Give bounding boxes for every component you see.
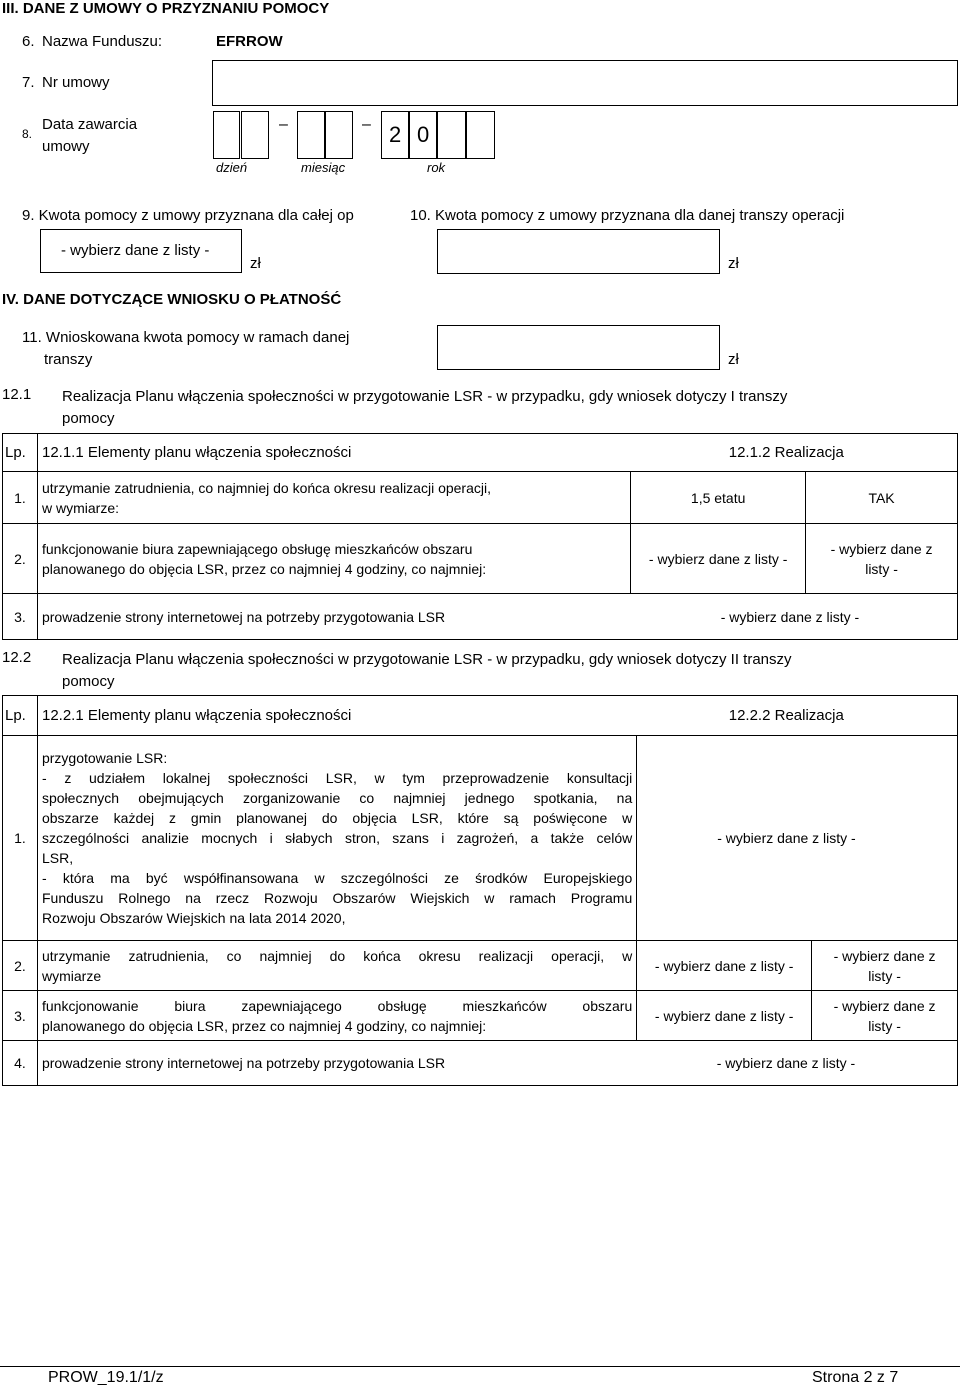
- section-12-2-title: [62, 649, 792, 693]
- section-3-heading: III. DANE Z UMOWY O PRZYZNANIU POMOCY: [2, 0, 330, 17]
- date-separator-1: –: [279, 116, 288, 133]
- table-12-1: [2, 433, 958, 640]
- office-frequency-line-1: - wybierz dane z: [833, 997, 936, 1014]
- row-text-line: Rozwoju Obszarów Wiejskich na lata 2014 2020,: [41, 910, 346, 926]
- field-7-number: 7.: [22, 74, 35, 91]
- section-12-2-title-line-2: pomocy: [62, 673, 115, 690]
- section-12-1-title-line-1: Realizacja Planu włączenia społeczności w przygotowanie LSR - w przypadku, gdy wniosek dotyczy I transzy: [62, 388, 788, 405]
- row-text-line: - która ma być współfinansowana w szczególności ze środków Europejskiego: [41, 870, 633, 886]
- row-text-line: społecznych obejmujących zorganizowanie co najmniej jednego spotkania, na: [41, 790, 633, 806]
- office-hours-select[interactable]: - wybierz dane z listy -: [631, 524, 806, 594]
- currency-label-10: zł: [728, 255, 739, 272]
- row-text-line: Funduszu Rolnego na rzecz Rozwoju Obszarów Wiejskich w ramach Programu: [41, 890, 633, 906]
- website-select[interactable]: - wybierz dane z listy -: [637, 1041, 958, 1086]
- section-12-1-title-line-2: pomocy: [62, 410, 115, 427]
- table-row: [3, 991, 958, 1041]
- row-text-line-1: funkcjonowanie biura zapewniającego obsługę mieszkańców obszaru: [41, 540, 473, 557]
- row-text-line: szczególności analizie mocnych i słabych stron, szans i zagrożeń, a także celów: [41, 830, 633, 846]
- office-frequency-select[interactable]: [806, 524, 958, 594]
- field-10-label: 10. Kwota pomocy z umowy przyznana dla danej transzy operacji: [410, 207, 845, 224]
- row-text-line: - z udziałem lokalnej społeczności LSR, w tym przeprowadzenie konsultacji: [41, 770, 633, 786]
- col-realization: 12.2.2 Realizacja: [637, 696, 958, 736]
- row-lp: 3.: [3, 991, 38, 1041]
- year-digit-1-value: 2: [389, 122, 402, 147]
- row-lp: 4.: [3, 1041, 38, 1086]
- year-digit-4[interactable]: [466, 111, 495, 159]
- website-select[interactable]: - wybierz dane z listy -: [631, 594, 958, 640]
- field-11-label: [22, 327, 349, 371]
- employment-confirmation-line-2: listy -: [868, 967, 901, 984]
- section-12-1-number: 12.1: [2, 386, 32, 403]
- year-digit-3[interactable]: [437, 111, 466, 159]
- footer-divider: [0, 1366, 960, 1367]
- row-text: [37, 991, 636, 1041]
- row-text-line-1: funkcjonowanie biura zapewniającego obsługę mieszkańców obszaru: [41, 997, 633, 1014]
- day-digit-2[interactable]: [241, 111, 269, 159]
- row-text-line-2: planowanego do objęcia LSR, przez co najmniej 4 godziny, co najmniej:: [41, 1017, 487, 1034]
- row-text-line-2: w wymiarze:: [41, 499, 119, 516]
- field-8-label-line-2: umowy: [42, 138, 90, 155]
- date-separator-2: –: [362, 116, 371, 133]
- col-lp: Lp.: [3, 696, 38, 736]
- table-12-1-header: [3, 434, 958, 472]
- lsr-preparation-select[interactable]: - wybierz dane z listy -: [637, 736, 958, 941]
- row-text-line-1: utrzymanie zatrudnienia, co najmniej do końca okresu realizacji operacji, w: [41, 947, 633, 964]
- table-row: [3, 472, 958, 524]
- employment-confirmation-select[interactable]: [812, 941, 958, 991]
- field-6-label: Nazwa Funduszu:: [42, 33, 163, 50]
- table-row: [3, 736, 958, 941]
- year-caption: rok: [427, 160, 446, 175]
- office-frequency-line-2: listy -: [868, 1017, 901, 1034]
- field-8-number: 8.: [22, 127, 33, 141]
- row-text-line: LSR,: [41, 850, 74, 866]
- row-lp: 1.: [3, 472, 38, 524]
- page-number: Strona 2 z 7: [812, 1369, 899, 1386]
- field-8-label-line-1: Data zawarcia: [42, 116, 138, 133]
- month-digit-1[interactable]: [297, 111, 325, 159]
- office-frequency-line-1: - wybierz dane z: [830, 540, 933, 557]
- table-row: [3, 524, 958, 594]
- row-text: [37, 472, 630, 524]
- row-text: [37, 524, 630, 594]
- field-8-label: [42, 114, 137, 158]
- table-row: [3, 594, 958, 640]
- year-digit-2-value: 0: [417, 122, 430, 147]
- total-aid-amount-value: - wybierz dane z listy -: [61, 242, 210, 259]
- table-12-2: [2, 695, 958, 1086]
- field-9-label: 9. Kwota pomocy z umowy przyznana dla całej op: [22, 207, 354, 224]
- col-elements: 12.1.1 Elementy planu włączenia społeczności: [37, 434, 630, 472]
- day-digit-1[interactable]: [213, 111, 240, 159]
- row-text: [37, 941, 636, 991]
- tranche-aid-amount-input[interactable]: [437, 229, 720, 274]
- office-frequency-select[interactable]: [812, 991, 958, 1041]
- fund-name-value: EFRROW: [216, 33, 283, 50]
- row-lp: 3.: [3, 594, 38, 640]
- row-text-line-1: utrzymanie zatrudnienia, co najmniej do końca okresu realizacji operacji,: [41, 479, 491, 496]
- month-digit-2[interactable]: [325, 111, 353, 159]
- row-text-line: przygotowanie LSR:: [41, 750, 168, 766]
- col-realization: 12.1.2 Realizacja: [631, 434, 958, 472]
- form-code: PROW_19.1/1/z: [48, 1369, 164, 1386]
- row-text-lsr-preparation: [37, 736, 636, 941]
- section-12-2-number: 12.2: [2, 649, 32, 666]
- table-12-2-header: [3, 696, 958, 736]
- total-aid-amount-select[interactable]: [40, 229, 242, 273]
- requested-amount-input[interactable]: [437, 325, 720, 370]
- section-12-1-title: [62, 386, 787, 430]
- col-lp: Lp.: [3, 434, 38, 472]
- field-7-label: Nr umowy: [42, 74, 110, 91]
- field-11-label-line-1: 11. Wnioskowana kwota pomocy w ramach danej: [22, 329, 350, 346]
- employment-confirmation-value[interactable]: TAK: [806, 472, 958, 524]
- day-caption: dzień: [216, 160, 248, 175]
- row-lp: 2.: [3, 524, 38, 594]
- employment-fte-select[interactable]: - wybierz dane z listy -: [637, 941, 812, 991]
- office-hours-select[interactable]: - wybierz dane z listy -: [637, 991, 812, 1041]
- field-6-number: 6.: [22, 33, 35, 50]
- currency-label-9: zł: [250, 255, 261, 272]
- table-row: [3, 941, 958, 991]
- currency-label-11: zł: [728, 351, 739, 368]
- row-lp: 1.: [3, 736, 38, 941]
- section-4-heading: IV. DANE DOTYCZĄCE WNIOSKU O PŁATNOŚĆ: [2, 291, 342, 308]
- employment-fte-value[interactable]: 1,5 etatu: [631, 472, 806, 524]
- table-row: [3, 1041, 958, 1086]
- row-text-line-2: wymiarze: [41, 967, 102, 984]
- section-12-2-title-line-1: Realizacja Planu włączenia społeczności w przygotowanie LSR - w przypadku, gdy wniosek dotyczy II transzy: [62, 651, 792, 668]
- row-text-line: obszarze każdej z gmin planowanej do objęcia LSR, które są poświęcone w: [41, 810, 633, 826]
- contract-number-input[interactable]: [212, 60, 958, 106]
- month-caption: miesiąc: [301, 160, 346, 175]
- field-11-label-line-2: transzy: [44, 351, 93, 368]
- col-elements: 12.2.1 Elementy planu włączenia społeczności: [37, 696, 636, 736]
- office-frequency-line-2: listy -: [865, 560, 898, 577]
- row-text: prowadzenie strony internetowej na potrzeby przygotowania LSR: [37, 1041, 636, 1086]
- employment-confirmation-line-1: - wybierz dane z: [833, 947, 936, 964]
- row-text: prowadzenie strony internetowej na potrzeby przygotowania LSR: [37, 594, 630, 640]
- row-text-line-2: planowanego do objęcia LSR, przez co najmniej 4 godziny, co najmniej:: [41, 560, 487, 577]
- row-lp: 2.: [3, 941, 38, 991]
